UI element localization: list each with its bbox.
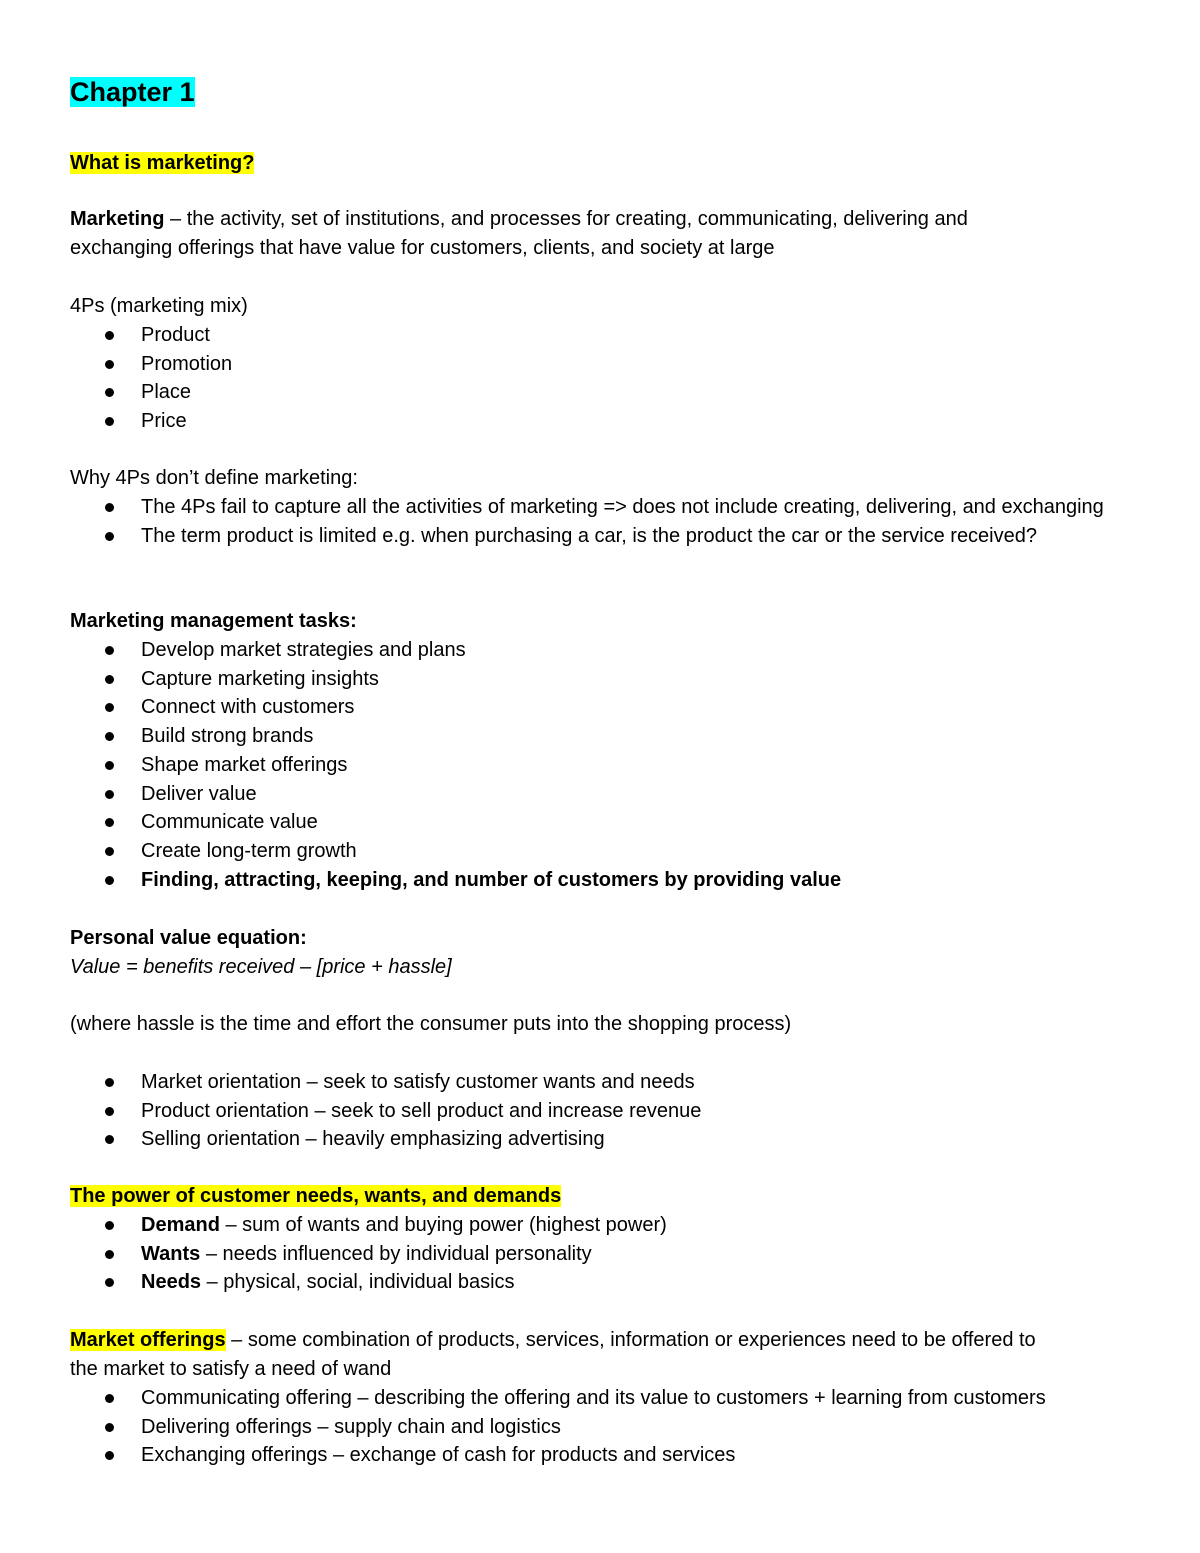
list-item [70,636,1130,665]
bullet-icon [105,1451,114,1460]
bullet-icon [105,790,114,799]
definition-term: Marketing [70,208,165,230]
list-item [70,808,1130,837]
list-item [70,1068,1130,1097]
bullet-icon [105,675,114,684]
bullet-icon [105,503,114,512]
definition-term: Market offerings [70,1329,226,1351]
list-item [70,1384,1130,1413]
list-item-text: Communicate value [141,811,318,834]
bullet-icon [105,331,114,340]
bullet-icon [105,732,114,741]
power-list [70,1211,1130,1297]
list-item [70,751,1130,780]
bullet-icon [105,532,114,541]
list-item-text: – sum of wants and buying power (highest power) [219,1214,667,1236]
list-item-text: Develop market strategies and plans [141,639,466,661]
list-item [70,321,1130,350]
list-item-term: Needs [141,1271,202,1294]
list-item-text: Delivering offerings – supply chain and logistics [141,1415,561,1438]
list-item-text: Market orientation – seek to satisfy customer wants and needs [141,1071,695,1093]
list-item-text: Promotion [141,352,233,375]
list-item [70,1097,1130,1126]
bullet-icon [105,1221,114,1230]
bullet-icon [105,1394,114,1403]
value-equation-note: (where hassle is the time and effort the consumer puts into the shopping process) [70,1013,792,1035]
list-item-text: – physical, social, individual basics [201,1271,515,1294]
list-item [70,1441,1130,1470]
bullet-icon [105,388,114,397]
bullet-icon [105,1250,114,1259]
bullet-icon [105,847,114,856]
list-item [70,837,1130,866]
list-item [70,493,1130,522]
list-item [70,722,1130,751]
bullet-icon [105,360,114,369]
list-item [70,1413,1130,1442]
bullet-icon [105,646,114,655]
definition-text-line1: – some combination of products, services, information or experiences need to be offered to [225,1329,1036,1351]
orientations-list [70,1068,1130,1154]
bullet-icon [105,876,114,885]
list-item-text: The 4Ps fail to capture all the activities of marketing => does not include creating, delivering, and exchanging [141,496,1104,518]
value-equation-formula: Value = benefits received – [price + hassle] [70,956,452,978]
list-item [70,693,1130,722]
list-item-term: Demand [141,1214,220,1236]
offerings-list [70,1384,1130,1470]
bullet-icon [105,417,114,426]
why4ps-list [70,493,1130,550]
list-item-text: Capture marketing insights [141,667,379,690]
bullet-icon [105,1135,114,1144]
fourps-heading: 4Ps (marketing mix) [70,295,248,317]
list-item-term: Wants [141,1242,201,1265]
list-item-text: Product [141,324,210,346]
list-item-text: Connect with customers [141,696,355,719]
list-item [70,1268,1130,1297]
list-item [70,665,1130,694]
section-heading-what-is-marketing [70,149,1130,178]
list-item-text: Finding, attracting, keeping, and number of customers by providing value [141,868,842,891]
list-item [70,866,1130,895]
list-item-text: Shape market offerings [141,753,348,776]
list-item [70,1240,1130,1269]
marketing-definition [70,205,1130,263]
bullet-icon [105,1423,114,1432]
list-item-text: Create long-term growth [141,839,357,862]
list-item-text: Deliver value [141,782,257,805]
list-item-text: The term product is limited e.g. when purchasing a car, is the product the car or the service received? [141,524,1037,547]
bullet-icon [105,703,114,712]
list-item-text: Place [141,381,192,404]
bullet-icon [105,818,114,827]
chapter-title: Chapter 1 [70,77,195,107]
bullet-icon [105,1278,114,1287]
list-item [70,1211,1130,1240]
list-item [70,378,1130,407]
list-item [70,522,1130,551]
power-heading [70,1182,1130,1211]
why4ps-heading: Why 4Ps don’t define marketing: [70,467,358,489]
list-item-text: Exchanging offerings – exchange of cash for products and services [141,1444,736,1467]
list-item-text: Selling orientation – heavily emphasizing advertising [141,1128,605,1151]
list-item [70,407,1130,436]
list-item-text: – needs influenced by individual personality [200,1242,592,1265]
market-offerings-definition [70,1326,1130,1384]
definition-text-line2: the market to satisfy a need of wand [70,1358,392,1380]
list-item-text: Build strong brands [141,725,314,748]
bullet-icon [105,1078,114,1087]
value-equation-heading: Personal value equation: [70,927,307,949]
heading-text: What is marketing? [70,152,255,174]
tasks-list [70,636,1130,894]
bullet-icon [105,1107,114,1116]
page-title [70,74,1130,110]
list-item [70,1125,1130,1154]
list-item [70,780,1130,809]
list-item-text: Communicating offering – describing the offering and its value to customers + learning from customers [141,1387,1046,1409]
list-item [70,350,1130,379]
tasks-heading: Marketing management tasks: [70,610,357,632]
heading-text: The power of customer needs, wants, and demands [70,1185,562,1207]
definition-text-line1: – the activity, set of institutions, and processes for creating, communicating, delivering and [164,208,968,230]
list-item-text: Product orientation – seek to sell product and increase revenue [141,1099,702,1122]
definition-text-line2: exchanging offerings that have value for customers, clients, and society at large [70,237,775,259]
bullet-icon [105,761,114,770]
fourps-list [70,321,1130,436]
list-item-text: Price [141,410,187,433]
